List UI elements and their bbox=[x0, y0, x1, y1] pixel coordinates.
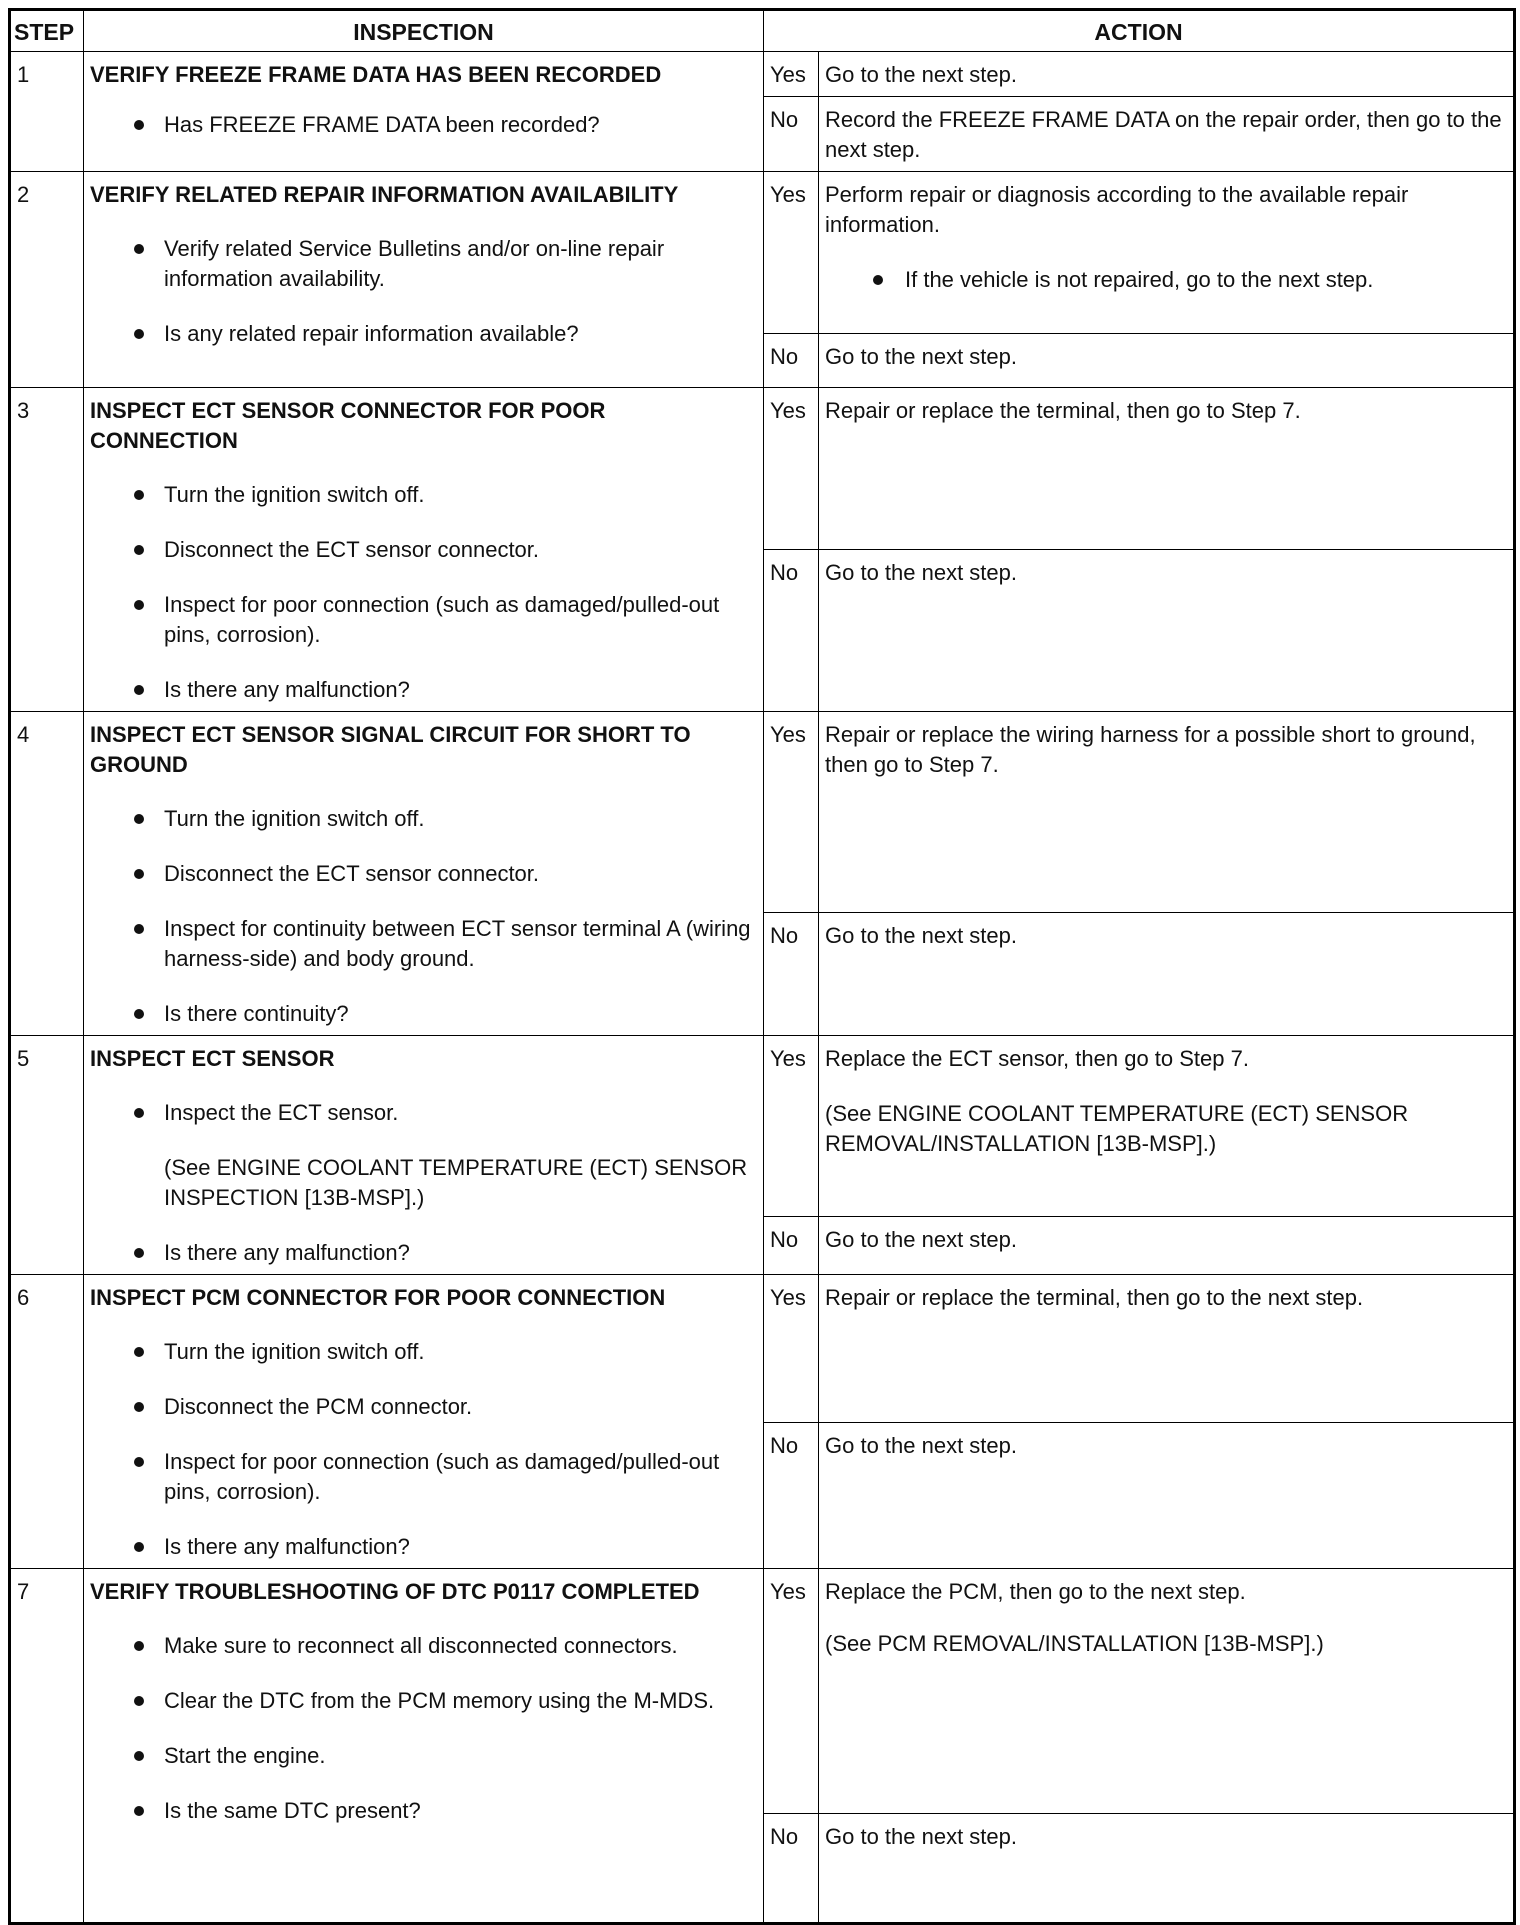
step-number: 1 bbox=[10, 52, 84, 172]
troubleshooting-sheet bbox=[8, 8, 1513, 1925]
step-inspection bbox=[84, 172, 764, 388]
inspection-item: Turn the ignition switch off. bbox=[90, 480, 757, 510]
step-title: VERIFY RELATED REPAIR INFORMATION AVAILABILITY bbox=[90, 182, 679, 207]
step-title: INSPECT ECT SENSOR CONNECTOR FOR POOR CONNECTION bbox=[90, 398, 606, 453]
inspection-item: Start the engine. bbox=[90, 1741, 757, 1771]
bullet-icon bbox=[134, 869, 144, 879]
inspection-reference: (See ENGINE COOLANT TEMPERATURE (ECT) SENSOR INSPECTION [13B-MSP].) bbox=[164, 1155, 748, 1210]
step-row bbox=[10, 388, 1515, 550]
answer-yes: Yes bbox=[764, 52, 819, 97]
step-number: 6 bbox=[10, 1275, 84, 1569]
inspection-item: Is any related repair information available? bbox=[90, 319, 757, 349]
inspection-item: Turn the ignition switch off. bbox=[90, 1337, 757, 1367]
step-title: INSPECT PCM CONNECTOR FOR POOR CONNECTION bbox=[90, 1285, 666, 1310]
bullet-icon bbox=[134, 490, 144, 500]
bullet-icon bbox=[134, 685, 144, 695]
answer-yes: Yes bbox=[764, 1036, 819, 1217]
answer-yes: Yes bbox=[764, 172, 819, 334]
inspection-item: Inspect for poor connection (such as damaged/pulled-out pins, corrosion). bbox=[90, 590, 757, 650]
action-yes: Repair or replace the terminal, then go to Step 7. bbox=[819, 388, 1515, 550]
inspection-item: Disconnect the ECT sensor connector. bbox=[90, 535, 757, 565]
action-yes: Go to the next step. bbox=[819, 52, 1515, 97]
action-no: Go to the next step. bbox=[819, 550, 1515, 712]
step-inspection bbox=[84, 712, 764, 1036]
header-step: STEP bbox=[10, 10, 84, 52]
step-number: 5 bbox=[10, 1036, 84, 1275]
inspection-item: Clear the DTC from the PCM memory using the M-MDS. bbox=[90, 1686, 757, 1716]
step-title: INSPECT ECT SENSOR SIGNAL CIRCUIT FOR SHORT TO GROUND bbox=[90, 722, 691, 777]
step-number: 3 bbox=[10, 388, 84, 712]
step-row bbox=[10, 1275, 1515, 1423]
bullet-icon bbox=[134, 1457, 144, 1467]
step-row bbox=[10, 52, 1515, 97]
action-no: Go to the next step. bbox=[819, 1423, 1515, 1569]
bullet-icon bbox=[134, 1108, 144, 1118]
step-title: VERIFY FREEZE FRAME DATA HAS BEEN RECORDED bbox=[90, 62, 662, 87]
inspection-item: Verify related Service Bulletins and/or on-line repair information availability. bbox=[90, 234, 757, 294]
answer-no: No bbox=[764, 1217, 819, 1275]
inspection-item: Disconnect the PCM connector. bbox=[90, 1392, 757, 1422]
diagnostic-table bbox=[8, 8, 1516, 1925]
bullet-icon bbox=[873, 275, 883, 285]
bullet-icon bbox=[134, 1009, 144, 1019]
inspection-item: Is there any malfunction? bbox=[90, 1238, 757, 1268]
inspection-item: Is the same DTC present? bbox=[90, 1796, 757, 1826]
inspection-item: Is there any malfunction? bbox=[90, 1532, 757, 1562]
step-row bbox=[10, 172, 1515, 334]
bullet-icon bbox=[134, 1347, 144, 1357]
step-number: 2 bbox=[10, 172, 84, 388]
answer-no: No bbox=[764, 1423, 819, 1569]
action-bullet: If the vehicle is not repaired, go to the next step. bbox=[825, 265, 1507, 295]
step-number: 7 bbox=[10, 1569, 84, 1924]
bullet-icon bbox=[134, 1402, 144, 1412]
action-reference: (See PCM REMOVAL/INSTALLATION [13B-MSP].) bbox=[825, 1631, 1324, 1656]
bullet-icon bbox=[134, 814, 144, 824]
step-inspection bbox=[84, 1569, 764, 1924]
answer-no: No bbox=[764, 1814, 819, 1924]
bullet-icon bbox=[134, 1542, 144, 1552]
action-no: Go to the next step. bbox=[819, 913, 1515, 1036]
bullet-icon bbox=[134, 545, 144, 555]
answer-no: No bbox=[764, 334, 819, 388]
bullet-icon bbox=[134, 329, 144, 339]
answer-yes: Yes bbox=[764, 712, 819, 913]
bullet-icon bbox=[134, 1641, 144, 1651]
inspection-item: Has FREEZE FRAME DATA been recorded? bbox=[90, 110, 757, 140]
bullet-icon bbox=[134, 1806, 144, 1816]
inspection-item: Disconnect the ECT sensor connector. bbox=[90, 859, 757, 889]
action-no: Go to the next step. bbox=[819, 334, 1515, 388]
bullet-icon bbox=[134, 924, 144, 934]
step-number: 4 bbox=[10, 712, 84, 1036]
answer-yes: Yes bbox=[764, 1275, 819, 1423]
action-no: Go to the next step. bbox=[819, 1814, 1515, 1924]
answer-yes: Yes bbox=[764, 1569, 819, 1814]
inspection-item: Inspect for continuity between ECT sensor terminal A (wiring harness-side) and body ground. bbox=[90, 914, 757, 974]
step-inspection bbox=[84, 388, 764, 712]
step-inspection bbox=[84, 1036, 764, 1275]
bullet-icon bbox=[134, 120, 144, 130]
inspection-item: Is there continuity? bbox=[90, 999, 757, 1029]
action-yes: Replace the ECT sensor, then go to Step 7. (See ENGINE COOLANT TEMPERATURE (ECT) SENSOR REMOVAL/INSTALLATION [13B-MSP].) bbox=[819, 1036, 1515, 1217]
action-no: Record the FREEZE FRAME DATA on the repair order, then go to the next step. bbox=[819, 97, 1515, 172]
inspection-item: Is there any malfunction? bbox=[90, 675, 757, 705]
answer-no: No bbox=[764, 550, 819, 712]
action-no: Go to the next step. bbox=[819, 1217, 1515, 1275]
inspection-item: Make sure to reconnect all disconnected connectors. bbox=[90, 1631, 757, 1661]
step-title: VERIFY TROUBLESHOOTING OF DTC P0117 COMPLETED bbox=[90, 1579, 700, 1604]
step-row bbox=[10, 1036, 1515, 1217]
header-row bbox=[10, 10, 1515, 52]
action-yes: Perform repair or diagnosis according to the available repair information. If the vehicle is not repaired, go to the next step. bbox=[819, 172, 1515, 334]
answer-no: No bbox=[764, 97, 819, 172]
answer-no: No bbox=[764, 913, 819, 1036]
inspection-item: Inspect the ECT sensor. (See ENGINE COOLANT TEMPERATURE (ECT) SENSOR INSPECTION [13B-MSP].) bbox=[90, 1098, 757, 1213]
bullet-icon bbox=[134, 1248, 144, 1258]
bullet-icon bbox=[134, 1751, 144, 1761]
step-inspection bbox=[84, 1275, 764, 1569]
step-row bbox=[10, 712, 1515, 913]
action-yes: Replace the PCM, then go to the next step. (See PCM REMOVAL/INSTALLATION [13B-MSP].) bbox=[819, 1569, 1515, 1814]
header-action: ACTION bbox=[764, 10, 1515, 52]
action-yes: Repair or replace the terminal, then go to the next step. bbox=[819, 1275, 1515, 1423]
answer-yes: Yes bbox=[764, 388, 819, 550]
inspection-item: Turn the ignition switch off. bbox=[90, 804, 757, 834]
bullet-icon bbox=[134, 1696, 144, 1706]
bullet-icon bbox=[134, 600, 144, 610]
header-inspection: INSPECTION bbox=[84, 10, 764, 52]
action-reference: (See ENGINE COOLANT TEMPERATURE (ECT) SENSOR REMOVAL/INSTALLATION [13B-MSP].) bbox=[825, 1101, 1409, 1156]
step-row bbox=[10, 1569, 1515, 1814]
bullet-icon bbox=[134, 244, 144, 254]
step-title: INSPECT ECT SENSOR bbox=[90, 1046, 335, 1071]
action-yes: Repair or replace the wiring harness for a possible short to ground, then go to Step 7. bbox=[819, 712, 1515, 913]
inspection-item: Inspect for poor connection (such as damaged/pulled-out pins, corrosion). bbox=[90, 1447, 757, 1507]
step-inspection bbox=[84, 52, 764, 172]
